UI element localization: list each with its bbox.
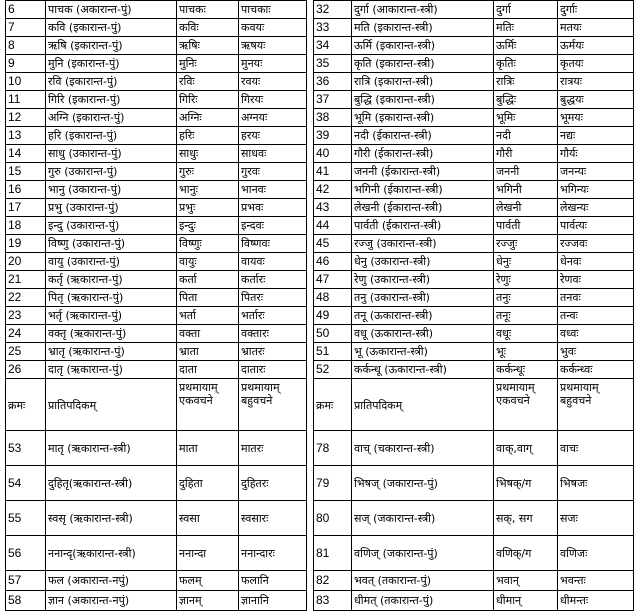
singular-cell: गिरिः — [177, 91, 239, 109]
stem-cell: ननान्दृ(ऋकारान्त-स्त्री) — [46, 536, 177, 571]
row-number: 81 — [314, 536, 352, 571]
table-row — [6, 253, 307, 271]
singular-cell: धेनुः — [494, 253, 558, 271]
singular-cell: गौरी — [494, 145, 558, 163]
stem-cell: भानु (उकारान्त-पुं) — [46, 181, 177, 199]
singular-cell: गुरुः — [177, 163, 239, 181]
left-table-top-rows — [6, 1, 307, 379]
row-number: 22 — [6, 289, 46, 307]
row-number: 57 — [6, 571, 46, 591]
table-row — [314, 37, 634, 55]
stem-cell: रवि (इकारान्त-पुं) — [46, 73, 177, 91]
plural-cell: भिषजः — [558, 466, 634, 501]
row-number: 34 — [314, 37, 352, 55]
plural-cell: धीमन्तः — [558, 591, 634, 611]
left-table-bottom-rows — [6, 431, 307, 611]
row-number: 19 — [6, 235, 46, 253]
stem-cell: दुर्गा (आकारान्त-स्त्री) — [352, 1, 494, 19]
stem-cell: विष्णु (उकारान्त-पुं) — [46, 235, 177, 253]
right-declension-table — [313, 0, 634, 611]
plural-cell: वणिजः — [558, 536, 634, 571]
singular-cell: जननी — [494, 163, 558, 181]
table-row — [6, 109, 307, 127]
plural-cell: गौर्यः — [558, 145, 634, 163]
plural-cell: तन्वः — [558, 307, 634, 325]
plural-cell: ज्ञानानि — [239, 591, 307, 611]
left-declension-table — [5, 0, 307, 611]
right-table-top-rows — [314, 1, 634, 379]
stem-cell: पितृ (ऋकारान्त-पुं) — [46, 289, 177, 307]
row-number: 7 — [6, 19, 46, 37]
row-number: 9 — [6, 55, 46, 73]
plural-cell: नद्यः — [558, 127, 634, 145]
singular-cell: मुनिः — [177, 55, 239, 73]
table-row — [6, 163, 307, 181]
stem-cell: फल (अकारान्त-नपुं) — [46, 571, 177, 591]
singular-cell: भूः — [494, 343, 558, 361]
stem-cell: भवत् (तकारान्त-पुं) — [352, 571, 494, 591]
singular-cell: वाक्,वाग् — [494, 431, 558, 466]
plural-cell: भूमयः — [558, 109, 634, 127]
plural-cell: दुहितरः — [239, 466, 307, 501]
stem-cell: भगिनी (ईकारान्त-स्त्री) — [352, 181, 494, 199]
plural-cell: कृतयः — [558, 55, 634, 73]
plural-cell: सजः — [558, 501, 634, 536]
singular-cell: वक्ता — [177, 325, 239, 343]
stem-cell: रज्जु (उकारान्त-स्त्री) — [352, 235, 494, 253]
row-number: 18 — [6, 217, 46, 235]
plural-cell: इन्दवः — [239, 217, 307, 235]
singular-cell: प्रभुः — [177, 199, 239, 217]
stem-cell: नदी (ईकारान्त-स्त्री) — [352, 127, 494, 145]
plural-cell: पार्वत्यः — [558, 217, 634, 235]
plural-cell: धेनवः — [558, 253, 634, 271]
stem-column-header: प्रातिपदिकम् — [46, 379, 177, 431]
table-row — [6, 37, 307, 55]
plural-cell: स्वसारः — [239, 501, 307, 536]
row-number: 32 — [314, 1, 352, 19]
table-row — [6, 217, 307, 235]
stem-cell: तनू (ऊकारान्त-स्त्री) — [352, 307, 494, 325]
row-number: 50 — [314, 325, 352, 343]
plural-column-header: प्रथमायाम् बहुवचने — [239, 379, 307, 431]
number-column-header: क्रमः — [314, 379, 352, 431]
plural-cell: ऊर्मयः — [558, 37, 634, 55]
plural-cell: पाचकाः — [239, 1, 307, 19]
plural-cell: रात्रयः — [558, 73, 634, 91]
singular-cell: कर्कन्धूः — [494, 361, 558, 379]
plural-cell: रवयः — [239, 73, 307, 91]
singular-cell: रविः — [177, 73, 239, 91]
row-number: 58 — [6, 591, 46, 611]
singular-cell: स्वसा — [177, 501, 239, 536]
singular-cell: लेखनी — [494, 199, 558, 217]
table-row — [6, 235, 307, 253]
row-number: 15 — [6, 163, 46, 181]
stem-cell: कर्कन्धू (ऊकारान्त-स्त्री) — [352, 361, 494, 379]
table-row — [314, 181, 634, 199]
stem-cell: कृति (इकारान्त-स्त्री) — [352, 55, 494, 73]
plural-cell: भ्रातरः — [239, 343, 307, 361]
plural-cell: जनन्यः — [558, 163, 634, 181]
row-number: 14 — [6, 145, 46, 163]
row-number: 24 — [6, 325, 46, 343]
row-number: 80 — [314, 501, 352, 536]
singular-cell: दुर्गा — [494, 1, 558, 19]
singular-cell: ज्ञानम् — [177, 591, 239, 611]
plural-cell: लेखन्यः — [558, 199, 634, 217]
row-number: 52 — [314, 361, 352, 379]
singular-cell: भूमिः — [494, 109, 558, 127]
stem-cell: भ्रातृ (ऋकारान्त-पुं) — [46, 343, 177, 361]
table-row — [6, 536, 307, 571]
stem-cell: तनु (उकारान्त-स्त्री) — [352, 289, 494, 307]
table-row — [314, 145, 634, 163]
plural-cell: ऋषयः — [239, 37, 307, 55]
table-row — [314, 343, 634, 361]
singular-cell: पाचकः — [177, 1, 239, 19]
row-number: 44 — [314, 217, 352, 235]
table-row — [314, 199, 634, 217]
plural-cell: वायवः — [239, 253, 307, 271]
table-row — [314, 109, 634, 127]
stem-cell: इन्दु (उकारान्त-पुं) — [46, 217, 177, 235]
row-number: 25 — [6, 343, 46, 361]
stem-cell: मातृ (ऋकारान्त-स्त्री) — [46, 431, 177, 466]
plural-cell: भानवः — [239, 181, 307, 199]
row-number: 37 — [314, 91, 352, 109]
plural-cell: भगिन्यः — [558, 181, 634, 199]
plural-cell: फलानि — [239, 571, 307, 591]
plural-cell: कर्कन्ध्वः — [558, 361, 634, 379]
stem-cell: वक्तृ (ऋकारान्त-पुं) — [46, 325, 177, 343]
stem-cell: जननी (ईकारान्त-स्त्री) — [352, 163, 494, 181]
plural-cell: मातरः — [239, 431, 307, 466]
plural-cell: वाचः — [558, 431, 634, 466]
singular-cell: दुहिता — [177, 466, 239, 501]
singular-cell: नदी — [494, 127, 558, 145]
stem-cell: अग्नि (इकारान्त-पुं) — [46, 109, 177, 127]
plural-cell: बुद्धयः — [558, 91, 634, 109]
table-row — [314, 55, 634, 73]
plural-cell: अग्नयः — [239, 109, 307, 127]
plural-cell: मतयः — [558, 19, 634, 37]
table-row — [6, 307, 307, 325]
stem-cell: दातृ (ऋकारान्त-पुं) — [46, 361, 177, 379]
table-row — [6, 199, 307, 217]
row-number: 56 — [6, 536, 46, 571]
table-row — [314, 73, 634, 91]
row-number: 54 — [6, 466, 46, 501]
plural-cell: हरयः — [239, 127, 307, 145]
stem-cell: ऊर्मि (इकारान्त-स्त्री) — [352, 37, 494, 55]
plural-cell: भर्तारः — [239, 307, 307, 325]
stem-cell: मुनि (इकारान्त-पुं) — [46, 55, 177, 73]
stem-cell: प्रभु (उकारान्त-पुं) — [46, 199, 177, 217]
number-column-header: क्रमः — [6, 379, 46, 431]
plural-cell: दातारः — [239, 361, 307, 379]
singular-cell: भवान् — [494, 571, 558, 591]
row-number: 13 — [6, 127, 46, 145]
table-row — [314, 466, 634, 501]
row-number: 51 — [314, 343, 352, 361]
singular-cell: कृतिः — [494, 55, 558, 73]
row-number: 17 — [6, 199, 46, 217]
singular-cell: भ्राता — [177, 343, 239, 361]
singular-column-header: प्रथमायाम् एकवचने — [177, 379, 239, 431]
row-number: 40 — [314, 145, 352, 163]
plural-cell: साधवः — [239, 145, 307, 163]
row-number: 12 — [6, 109, 46, 127]
table-row — [314, 431, 634, 466]
stem-cell: ज्ञान (अकारान्त-नपुं) — [46, 591, 177, 611]
singular-cell: भगिनी — [494, 181, 558, 199]
table-row — [6, 431, 307, 466]
singular-cell: विष्णुः — [177, 235, 239, 253]
row-number: 78 — [314, 431, 352, 466]
singular-column-header: प्रथमायाम् एकवचने — [494, 379, 558, 431]
left-header-row — [6, 379, 307, 431]
stem-cell: गौरी (ईकारान्त-स्त्री) — [352, 145, 494, 163]
plural-cell: वध्वः — [558, 325, 634, 343]
table-row — [6, 91, 307, 109]
stem-cell: भूमि (इकारान्त-स्त्री) — [352, 109, 494, 127]
table-row — [6, 73, 307, 91]
row-number: 42 — [314, 181, 352, 199]
table-row — [6, 343, 307, 361]
table-row — [6, 145, 307, 163]
singular-cell: बुद्धिः — [494, 91, 558, 109]
plural-cell: वक्तारः — [239, 325, 307, 343]
row-number: 55 — [6, 501, 46, 536]
right-header-row — [314, 379, 634, 431]
singular-cell: भर्ता — [177, 307, 239, 325]
singular-cell: वधूः — [494, 325, 558, 343]
row-number: 39 — [314, 127, 352, 145]
table-row — [6, 181, 307, 199]
table-row — [314, 19, 634, 37]
table-row — [6, 271, 307, 289]
plural-cell: प्रभवः — [239, 199, 307, 217]
stem-cell: गिरि (इकारान्त-पुं) — [46, 91, 177, 109]
stem-cell: भिषज् (जकारान्त-पुं) — [352, 466, 494, 501]
plural-cell: कवयः — [239, 19, 307, 37]
table-row — [314, 289, 634, 307]
row-number: 46 — [314, 253, 352, 271]
stem-cell: वणिज् (जकारान्त-पुं) — [352, 536, 494, 571]
table-row — [314, 127, 634, 145]
row-number: 83 — [314, 591, 352, 611]
row-number: 8 — [6, 37, 46, 55]
plural-cell: भवन्तः — [558, 571, 634, 591]
singular-cell: रात्रिः — [494, 73, 558, 91]
row-number: 6 — [6, 1, 46, 19]
table-row — [314, 325, 634, 343]
table-row — [6, 325, 307, 343]
singular-cell: भानुः — [177, 181, 239, 199]
stem-cell: वधू (ऊकारान्त-स्त्री) — [352, 325, 494, 343]
table-row — [6, 127, 307, 145]
stem-cell: वायु (उकारान्त-पुं) — [46, 253, 177, 271]
right-table-bottom-rows — [314, 431, 634, 611]
table-row — [314, 253, 634, 271]
singular-cell: सक्, सग — [494, 501, 558, 536]
table-row — [6, 1, 307, 19]
row-number: 16 — [6, 181, 46, 199]
row-number: 79 — [314, 466, 352, 501]
table-row — [6, 361, 307, 379]
singular-cell: रेणुः — [494, 271, 558, 289]
table-row — [6, 289, 307, 307]
table-row — [314, 571, 634, 591]
row-number: 47 — [314, 271, 352, 289]
row-number: 23 — [6, 307, 46, 325]
table-row — [314, 1, 634, 19]
singular-cell: पार्वती — [494, 217, 558, 235]
singular-cell: दाता — [177, 361, 239, 379]
stem-cell: धेनु (उकारान्त-स्त्री) — [352, 253, 494, 271]
table-row — [6, 55, 307, 73]
singular-cell: हरिः — [177, 127, 239, 145]
row-number: 82 — [314, 571, 352, 591]
stem-cell: पार्वती (ईकारान्त-स्त्री) — [352, 217, 494, 235]
table-row — [314, 501, 634, 536]
table-row — [314, 271, 634, 289]
stem-cell: पाचक (अकारान्त-पुं) — [46, 1, 177, 19]
singular-cell: तनूः — [494, 307, 558, 325]
table-row — [314, 361, 634, 379]
singular-cell: ऊर्मिः — [494, 37, 558, 55]
stem-cell: रेणु (उकारान्त-स्त्री) — [352, 271, 494, 289]
plural-cell: मुनयः — [239, 55, 307, 73]
stem-cell: रात्रि (इकारान्त-स्त्री) — [352, 73, 494, 91]
row-number: 20 — [6, 253, 46, 271]
stem-column-header: प्रातिपदिकम् — [352, 379, 494, 431]
singular-cell: मतिः — [494, 19, 558, 37]
table-row — [6, 466, 307, 501]
singular-cell: भिषक्/ग — [494, 466, 558, 501]
singular-cell: फलम् — [177, 571, 239, 591]
row-number: 36 — [314, 73, 352, 91]
stem-cell: मति (इकारान्त-स्त्री) — [352, 19, 494, 37]
row-number: 35 — [314, 55, 352, 73]
stem-cell: साधु (उकारान्त-पुं) — [46, 145, 177, 163]
stem-cell: भर्तृ (ऋकारान्त-पुं) — [46, 307, 177, 325]
singular-cell: वणिक्/ग — [494, 536, 558, 571]
singular-cell: धीमान् — [494, 591, 558, 611]
stem-cell: भू (ऊकारान्त-स्त्री) — [352, 343, 494, 361]
row-number: 38 — [314, 109, 352, 127]
plural-cell: पितरः — [239, 289, 307, 307]
row-number: 49 — [314, 307, 352, 325]
row-number: 33 — [314, 19, 352, 37]
singular-cell: साधुः — [177, 145, 239, 163]
table-row — [6, 571, 307, 591]
stem-cell: हरि (इकारान्त-पुं) — [46, 127, 177, 145]
table-row — [314, 217, 634, 235]
stem-cell: वाच् (चकारान्त-स्त्री) — [352, 431, 494, 466]
singular-cell: तनुः — [494, 289, 558, 307]
stem-cell: गुरु (उकारान्त-पुं) — [46, 163, 177, 181]
stem-cell: कवि (इकारान्त-पुं) — [46, 19, 177, 37]
singular-cell: इन्दुः — [177, 217, 239, 235]
plural-cell: कर्तारः — [239, 271, 307, 289]
plural-cell: ननान्दारः — [239, 536, 307, 571]
plural-cell: दुर्गाः — [558, 1, 634, 19]
plural-cell: रेणवः — [558, 271, 634, 289]
singular-cell: ननान्दा — [177, 536, 239, 571]
stem-cell: बुद्धि (इकारान्त-स्त्री) — [352, 91, 494, 109]
singular-cell: पिता — [177, 289, 239, 307]
stem-cell: दुहितृ(ऋकारान्त-स्त्री) — [46, 466, 177, 501]
plural-cell: भुवः — [558, 343, 634, 361]
singular-cell: ऋषिः — [177, 37, 239, 55]
table-row — [314, 536, 634, 571]
stem-cell: धीमत् (तकारान्त-पुं) — [352, 591, 494, 611]
singular-cell: माता — [177, 431, 239, 466]
plural-cell: गुरवः — [239, 163, 307, 181]
plural-cell: विष्णवः — [239, 235, 307, 253]
table-row — [6, 19, 307, 37]
plural-cell: रज्जवः — [558, 235, 634, 253]
singular-cell: कर्ता — [177, 271, 239, 289]
stem-cell: कर्तृ (ऋकारान्त-पुं) — [46, 271, 177, 289]
stem-cell: ऋषि (इकारान्त-पुं) — [46, 37, 177, 55]
stem-cell: लेखनी (ईकारान्त-स्त्री) — [352, 199, 494, 217]
row-number: 43 — [314, 199, 352, 217]
table-row — [314, 91, 634, 109]
singular-cell: अग्निः — [177, 109, 239, 127]
row-number: 53 — [6, 431, 46, 466]
row-number: 41 — [314, 163, 352, 181]
table-row — [314, 307, 634, 325]
singular-cell: रज्जुः — [494, 235, 558, 253]
table-row — [314, 235, 634, 253]
row-number: 45 — [314, 235, 352, 253]
stem-cell: स्वसृ (ऋकारान्त-स्त्री) — [46, 501, 177, 536]
row-number: 10 — [6, 73, 46, 91]
stem-cell: सज् (जकारान्त-स्त्री) — [352, 501, 494, 536]
table-row — [314, 163, 634, 181]
row-number: 26 — [6, 361, 46, 379]
row-number: 11 — [6, 91, 46, 109]
plural-column-header: प्रथमायाम् बहुवचने — [558, 379, 634, 431]
plural-cell: तनवः — [558, 289, 634, 307]
table-row — [6, 501, 307, 536]
row-number: 21 — [6, 271, 46, 289]
singular-cell: वायुः — [177, 253, 239, 271]
plural-cell: गिरयः — [239, 91, 307, 109]
singular-cell: कविः — [177, 19, 239, 37]
row-number: 48 — [314, 289, 352, 307]
